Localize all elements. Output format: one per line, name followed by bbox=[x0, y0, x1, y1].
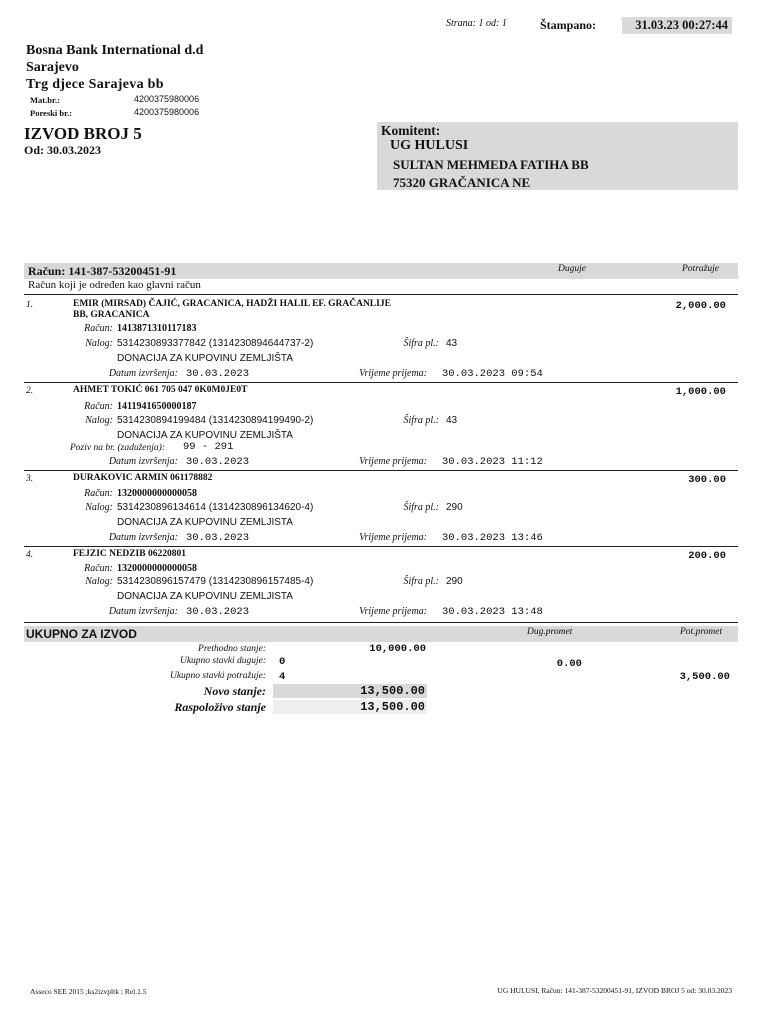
credit-total: 3,500.00 bbox=[679, 671, 730, 683]
divider bbox=[24, 622, 738, 623]
payment-purpose: DONACIJA ZA KUPOVINU ZEMLJIŠTA bbox=[117, 353, 293, 364]
statement-title: IZVOD BROJ 5 bbox=[24, 124, 142, 143]
printed-label: Štampano: bbox=[540, 18, 597, 32]
datum-label: Datum izvršenja: bbox=[108, 606, 178, 617]
nalog-label: Nalog: bbox=[85, 576, 113, 587]
payer-name: DURAKOVIC ARMIN 061178882 bbox=[73, 473, 213, 483]
available-balance: 13,500.00 bbox=[273, 700, 427, 714]
summary-title: UKUPNO ZA IZVOD bbox=[26, 627, 137, 641]
payer-name: FEJZIC NEDZIB 06220801 bbox=[73, 549, 186, 559]
payer-name: EMIR (MIRSAD) ČAJIĆ, GRACANICA, HADŽI HALIL EF. GRAČANLIJE bbox=[73, 299, 391, 309]
order-number: 5314230896157479 (1314230896157485-4) bbox=[117, 576, 314, 587]
datum-label: Datum izvršenja: bbox=[108, 532, 178, 543]
debit-header: Duguje bbox=[558, 264, 586, 274]
client-street: SULTAN MEHMEDA FATIHA BB bbox=[393, 157, 589, 172]
credit-header: Potražuje bbox=[682, 264, 719, 274]
payment-purpose: DONACIJA ZA KUPOVINU ZEMLJISTA bbox=[117, 591, 293, 602]
payer-name-cont: BB, GRACANICA bbox=[73, 310, 150, 320]
debit-count: 0 bbox=[279, 656, 286, 668]
prethodno-label: Prethodno stanje: bbox=[198, 644, 266, 654]
sifra-label: Šifra pl.: bbox=[403, 415, 439, 426]
payment-code: 290 bbox=[446, 502, 463, 513]
transaction-number: 2. bbox=[26, 386, 34, 396]
credit-count: 4 bbox=[279, 671, 286, 683]
receipt-time: 30.03.2023 09:54 bbox=[442, 368, 543, 380]
payment-code: 43 bbox=[446, 415, 458, 426]
sifra-label: Šifra pl.: bbox=[403, 502, 439, 513]
racun-label: Račun: bbox=[84, 563, 113, 574]
bank-city: Sarajevo bbox=[26, 60, 79, 75]
footer-reference: UG HULUSI, Račun: 141-387-53200451-91, IZVOD BROJ 5 od: 30.03.2023 bbox=[497, 986, 732, 995]
bank-address: Trg djece Sarajeva bb bbox=[26, 77, 164, 92]
execution-date: 30.03.2023 bbox=[186, 606, 250, 618]
tax-label: Poreski br.: bbox=[30, 108, 73, 118]
mat-label: Mat.br.: bbox=[30, 95, 60, 105]
payer-account: 1320000000000058 bbox=[117, 563, 197, 574]
sifra-label: Šifra pl.: bbox=[403, 338, 439, 349]
payer-account: 1320000000000058 bbox=[117, 488, 197, 499]
payment-code: 290 bbox=[446, 576, 463, 587]
datum-label: Datum izvršenja: bbox=[108, 368, 178, 379]
transaction-number: 4. bbox=[26, 550, 34, 560]
poziv-label: Poziv na br. (zaduženja): bbox=[70, 443, 165, 453]
credit-amount: 200.00 bbox=[688, 550, 726, 562]
vrijeme-label: Vrijeme prijema: bbox=[359, 368, 427, 379]
payment-purpose: DONACIJA ZA KUPOVINU ZEMLJISTA bbox=[117, 517, 293, 528]
tax-value: 4200375980006 bbox=[134, 107, 200, 117]
order-number: 5314230894199484 (1314230894199490-2) bbox=[117, 415, 314, 426]
bank-name: Bosna Bank International d.d bbox=[26, 43, 204, 58]
mat-value: 4200375980006 bbox=[134, 94, 200, 104]
racun-label: Račun: bbox=[84, 488, 113, 499]
nalog-label: Nalog: bbox=[85, 338, 113, 349]
debit-total-header: Dug.promet bbox=[527, 627, 573, 637]
transaction-number: 1. bbox=[26, 300, 34, 310]
statement-date: Od: 30.03.2023 bbox=[24, 143, 102, 157]
divider bbox=[24, 294, 738, 295]
payment-purpose: DONACIJA ZA KUPOVINU ZEMLJIŠTA bbox=[117, 430, 293, 441]
vrijeme-label: Vrijeme prijema: bbox=[359, 606, 427, 617]
transaction-row bbox=[0, 298, 768, 384]
credit-count-label: Ukupno stavki potražuje: bbox=[169, 671, 266, 681]
payer-account: 1413871310117183 bbox=[117, 323, 197, 334]
datum-label: Datum izvršenja: bbox=[108, 456, 178, 467]
sifra-label: Šifra pl.: bbox=[403, 576, 439, 587]
credit-total-header: Pot.promet bbox=[680, 627, 723, 637]
credit-amount: 300.00 bbox=[688, 474, 726, 486]
receipt-time: 30.03.2023 11:12 bbox=[442, 456, 543, 468]
page-value: 1 bbox=[478, 18, 484, 29]
execution-date: 30.03.2023 bbox=[186, 456, 250, 468]
page-total: 1 bbox=[501, 18, 507, 29]
payment-code: 43 bbox=[446, 338, 458, 349]
page-of-label: od: bbox=[486, 18, 500, 29]
new-balance: 13,500.00 bbox=[273, 684, 427, 698]
credit-amount: 1,000.00 bbox=[675, 386, 726, 398]
receipt-time: 30.03.2023 13:48 bbox=[442, 606, 543, 618]
novo-label: Novo stanje: bbox=[203, 684, 266, 698]
execution-date: 30.03.2023 bbox=[186, 368, 250, 380]
execution-date: 30.03.2023 bbox=[186, 532, 250, 544]
client-name: UG HULUSI bbox=[390, 138, 469, 153]
account-header bbox=[24, 263, 738, 279]
order-number: 5314230893377842 (1314230894644737-2) bbox=[117, 338, 314, 349]
nalog-label: Nalog: bbox=[85, 415, 113, 426]
order-number: 5314230896134614 (1314230896134620-4) bbox=[117, 502, 314, 513]
footer-software: Asseco SEE 2015 ;ks2izvpltk ; Rel.1.5 bbox=[30, 987, 147, 996]
nalog-label: Nalog: bbox=[85, 502, 113, 513]
divider bbox=[24, 546, 738, 547]
account-number: Račun: 141-387-53200451-91 bbox=[28, 264, 177, 278]
client-label: Komitent: bbox=[381, 123, 441, 138]
vrijeme-label: Vrijeme prijema: bbox=[359, 456, 427, 467]
racun-label: Račun: bbox=[84, 401, 113, 412]
reference-number: 99 - 291 bbox=[183, 441, 234, 453]
racun-label: Račun: bbox=[84, 323, 113, 334]
printed-timestamp: 31.03.23 00:27:44 bbox=[622, 17, 732, 34]
page-label: Strana: bbox=[446, 18, 476, 29]
client-box bbox=[377, 122, 738, 190]
credit-amount: 2,000.00 bbox=[675, 300, 726, 312]
transaction-row bbox=[0, 384, 768, 470]
receipt-time: 30.03.2023 13:46 bbox=[442, 532, 543, 544]
divider bbox=[24, 382, 738, 383]
payer-account: 1411941650000187 bbox=[117, 401, 197, 412]
summary-header bbox=[24, 626, 738, 642]
debit-total: 0.00 bbox=[556, 658, 582, 670]
debit-count-label: Ukupno stavki duguje: bbox=[179, 656, 266, 666]
payer-name: AHMET TOKIĆ 061 705 047 0K0M0JE0T bbox=[73, 385, 248, 395]
vrijeme-label: Vrijeme prijema: bbox=[359, 532, 427, 543]
previous-balance: 10,000.00 bbox=[369, 643, 426, 655]
raspolozivo-label: Raspoloživo stanje bbox=[174, 700, 266, 714]
divider bbox=[24, 470, 738, 471]
client-city: 75320 GRAČANICA NE bbox=[393, 175, 531, 190]
page-number bbox=[446, 18, 507, 29]
transaction-number: 3. bbox=[26, 474, 34, 484]
account-note: Račun koji je određen kao glavni račun bbox=[28, 279, 201, 291]
